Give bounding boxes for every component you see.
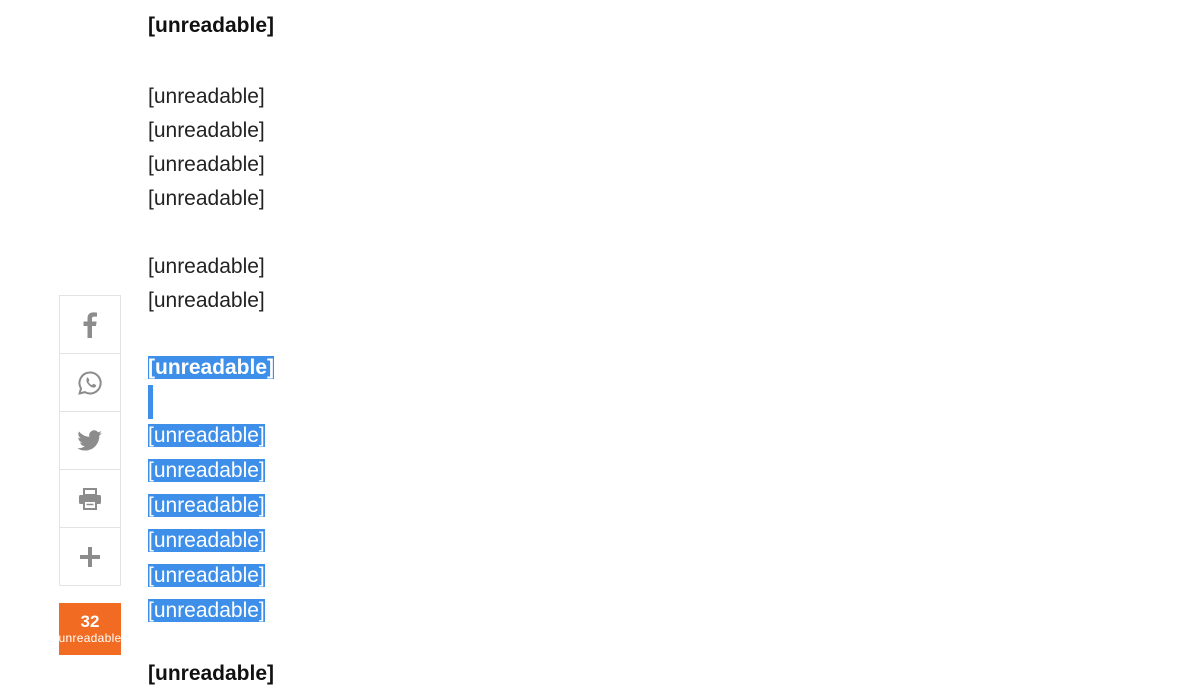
whatsapp-share-button[interactable] bbox=[59, 353, 121, 411]
summary-line: [unreadable] bbox=[148, 529, 265, 552]
section-c-title: [unreadable] bbox=[148, 14, 275, 37]
paragraph-2 bbox=[148, 250, 265, 318]
facebook-icon bbox=[79, 312, 101, 338]
plus-icon bbox=[79, 546, 101, 568]
paragraph-line: [unreadable] bbox=[148, 85, 265, 108]
selected-blank-line bbox=[148, 385, 153, 419]
summary-block[interactable] bbox=[148, 351, 274, 629]
section-d-title: [unreadable] bbox=[148, 662, 275, 685]
print-icon bbox=[78, 488, 102, 510]
more-share-button[interactable] bbox=[59, 527, 121, 586]
paragraph-line: [unreadable] bbox=[148, 153, 265, 176]
summary-line: [unreadable] bbox=[148, 459, 265, 482]
whatsapp-icon bbox=[77, 370, 103, 396]
summary-line: [unreadable] bbox=[148, 564, 265, 587]
summary-line: [unreadable] bbox=[148, 424, 265, 447]
summary-line: [unreadable] bbox=[148, 599, 265, 622]
paragraph-line: [unreadable] bbox=[148, 255, 265, 278]
twitter-share-button[interactable] bbox=[59, 411, 121, 469]
paragraph-line: [unreadable] bbox=[148, 119, 265, 142]
print-button[interactable] bbox=[59, 469, 121, 527]
share-count-label: [unreadable] bbox=[54, 631, 126, 645]
summary-line: [unreadable] bbox=[148, 494, 265, 517]
paragraph-line: [unreadable] bbox=[148, 289, 265, 312]
paragraph-1 bbox=[148, 80, 265, 216]
paragraph-line: [unreadable] bbox=[148, 187, 265, 210]
share-count-badge bbox=[54, 603, 126, 655]
twitter-icon bbox=[77, 430, 103, 452]
share-bar bbox=[54, 295, 126, 655]
summary-heading: [unreadable] bbox=[148, 356, 275, 379]
facebook-share-button[interactable] bbox=[59, 295, 121, 353]
share-count: 32 bbox=[80, 612, 100, 631]
